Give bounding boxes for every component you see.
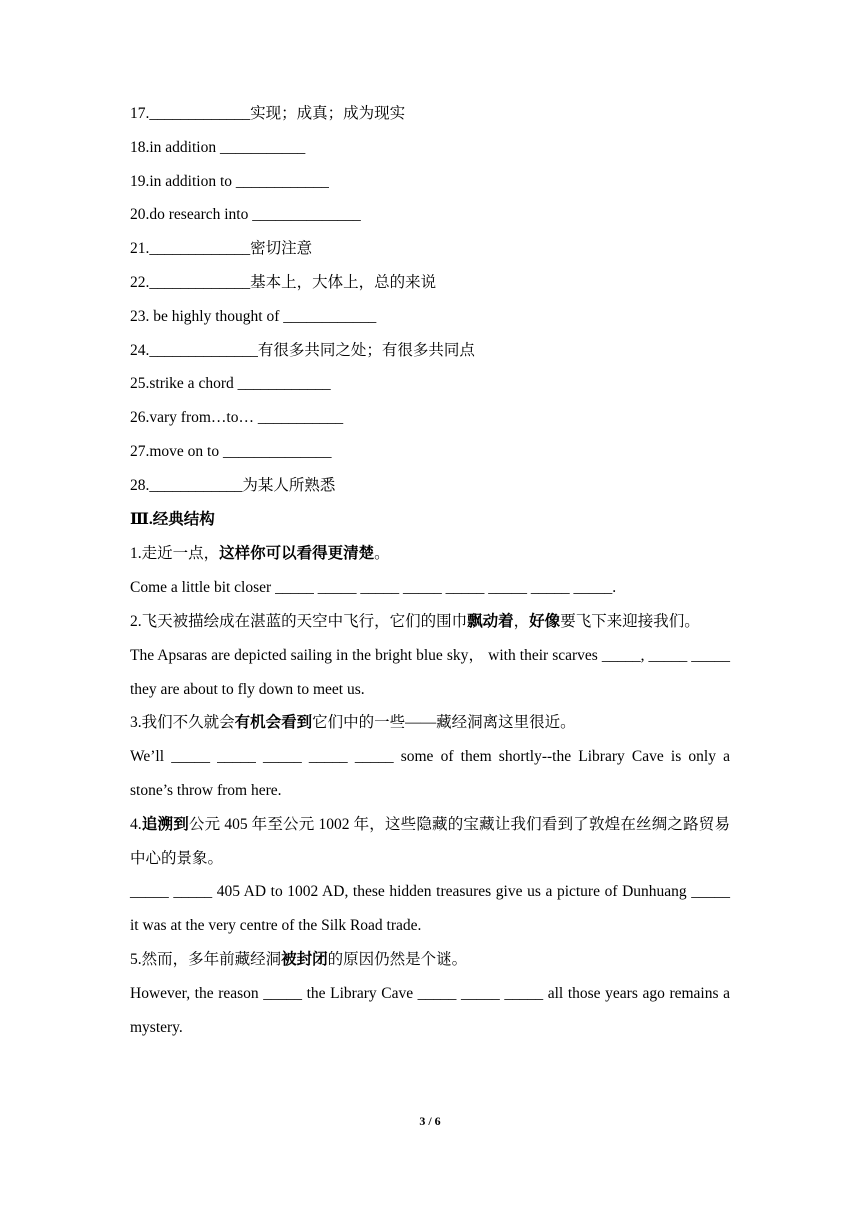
page-number: 3 / 6 (419, 1114, 441, 1128)
q1-cn-key-phrase: 这样你可以看得更清楚 (219, 545, 375, 563)
vocab-item-26: 26.vary from…to… ___________ (130, 409, 344, 427)
q1-cn-text-end: 。 (374, 545, 390, 563)
q2-cn-key-phrase-2: 好像 (529, 612, 561, 630)
q5-english: However, the reason _____ the Library Cave _____ _____ _____ all those years ago remains a mystery. (130, 984, 730, 1036)
vocab-item-25: 25.strike a chord ____________ (130, 375, 331, 393)
q1-cn-text: 1.走近一点， (130, 545, 220, 563)
vocab-item-28: 28.____________为某人所熟悉 (130, 476, 336, 494)
structure-exercises (130, 537, 730, 1044)
q4-chinese (130, 808, 730, 876)
q5-chinese (130, 943, 730, 977)
vocab-item-24: 24.______________有很多共同之处；有很多共同点 (130, 341, 475, 359)
q2-english: The Apsaras are depicted sailing in the bright blue sky， with their scarves _____, _____ _____ they are about to fly down to meet us. (130, 646, 730, 698)
q2-cn-key-phrase-1: 飘动着 (467, 612, 514, 630)
worksheet-page (130, 104, 730, 1044)
vocab-item-22: 22._____________基本上，大体上，总的来说 (130, 273, 437, 291)
q2-cn-text-end: 要飞下来迎接我们。 (560, 612, 700, 630)
q3-chinese (130, 706, 730, 740)
section-heading: Ⅲ.经典结构 (130, 510, 215, 528)
vocab-item-23: 23. be highly thought of ____________ (130, 307, 377, 325)
q3-english: We’ll _____ _____ _____ _____ _____ some of them shortly--the Library Cave is only a stone’s throw from here. (130, 748, 730, 799)
q1-english: Come a little bit closer _____ _____ _____ _____ _____ _____ _____ _____. (130, 579, 617, 597)
q1-chinese (130, 537, 730, 571)
q4-english: _____ _____ 405 AD to 1002 AD, these hidden treasures give us a picture of Dunhuang _____ it was at the very centre of the Silk Road trade. (130, 883, 730, 935)
vocab-item-20: 20.do research into ______________ (130, 206, 361, 224)
q2-cn-text: 2.飞天被描绘成在湛蓝的天空中飞行，它们的围巾 (130, 612, 468, 630)
q2-chinese (130, 605, 730, 639)
q5-cn-text: 5.然而，多年前藏经洞 (130, 950, 282, 968)
q5-cn-key-phrase: 被封闭 (281, 950, 328, 968)
vocab-item-19: 19.in addition to ____________ (130, 172, 329, 190)
q4-cn-key-phrase: 追溯到 (141, 815, 189, 833)
vocab-item-18: 18.in addition ___________ (130, 138, 306, 156)
vocab-item-27: 27.move on to ______________ (130, 442, 332, 460)
q3-cn-text-end: 它们中的一些——藏经洞离这里很近。 (312, 714, 576, 732)
q2-cn-comma: ， (513, 612, 530, 630)
q5-cn-text-end: 的原因仍然是个谜。 (327, 950, 468, 968)
q3-cn-text: 3.我们不久就会 (130, 714, 235, 732)
vocab-item-21: 21._____________密切注意 (130, 240, 313, 258)
vocab-item-17: 17._____________实现；成真；成为现实 (130, 105, 406, 122)
q4-cn-text: 公元 405 年至公元 1002 年，这些隐藏的宝藏让我们看到了敦煌在丝绸之路贸易中心的景象。 (130, 815, 730, 867)
q4-cn-number: 4. (130, 815, 142, 833)
q3-cn-key-phrase: 有机会看到 (234, 714, 313, 732)
